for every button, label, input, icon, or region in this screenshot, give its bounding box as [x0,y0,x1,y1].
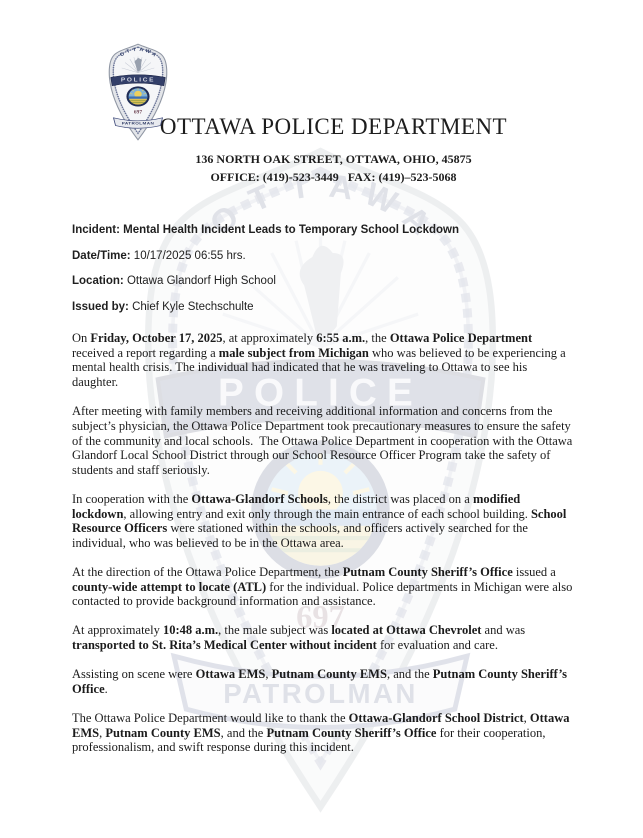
meta-value-issued-by: Chief Kyle Stechschulte [132,300,254,313]
text-run: , the male subject was [218,623,332,638]
paragraph [72,404,574,478]
department-contact: OFFICE: (419)-523-3449 FAX: (419)–523-5068 [210,170,457,184]
meta-value-location: Ottawa Glandorf High School [126,275,276,287]
paragraph [72,492,574,551]
text-run-bold: located at Ottawa Chevrolet [331,623,482,638]
paragraph [72,331,574,390]
text-run: were stationed within the schools, and officers actively searched for the individual, who was believed to be in the Ottawa area. [72,521,532,551]
text-run: , the [365,331,390,345]
text-run: Assisting on scene were [72,667,196,682]
paragraph [72,623,574,652]
text-run-bold: Putnam County Sheriff’s Office [266,725,437,740]
text-run-bold: Putnam County EMS [105,725,221,740]
text-run: At approximately [72,623,163,638]
text-run: , [265,667,272,682]
text-run-bold: Ottawa-Glandorf School District [348,710,524,725]
text-run: , at approximately [222,331,317,345]
incident-meta [72,224,587,326]
meta-value-incident: Mental Health Incident Leads to Temporary School Lockdown [123,224,460,236]
text-run: . [104,681,108,696]
text-run: The Ottawa Police Department would like to thank the [72,710,349,725]
meta-label-datetime: Date/Time: [72,249,131,262]
text-run-bold: transported to St. Rita’s Medical Center without incident [72,638,377,653]
meta-row-location [72,275,587,289]
text-run-bold: male subject from Michigan [218,345,369,360]
text-run-bold: Ottawa EMS [195,667,266,682]
text-run: and was [481,623,529,638]
department-name: OTTAWA POLICE DEPARTMENT [159,114,508,139]
text-run-bold: county-wide attempt to locate (ATL) [72,579,267,594]
department-address: 136 NORTH OAK STREET, OTTAWA, OHIO, 45875 [195,152,472,166]
text-run-bold: Putnam County Sheriff’s Office [342,565,513,580]
text-run-bold: Putnam County EMS [271,667,387,682]
text-run-bold: modified lockdown [72,491,524,521]
text-run: After meeting with family members and receiving additional information and concerns from the subject’s physician, the Ottawa Police Department took precautionary measures to ensure the safety of the community and local schools. The Ottawa Police Department in cooperation with the Ottawa Glandorf Local School District through our School Resource Officer Program take the safety of students and staff seriously. [72,404,576,477]
meta-label-incident: Incident: [72,224,120,236]
meta-label-issued-by: Issued by: [72,300,129,313]
text-run: On [72,331,91,345]
text-run: , and the [220,725,267,740]
text-run-bold: 6:55 a.m. [316,331,366,345]
text-run: In cooperation with the [72,491,192,506]
text-run-bold: Ottawa-Glandorf Schools [191,491,328,506]
text-run-bold: Ottawa EMS [72,710,573,740]
text-run-bold: 10:48 a.m. [162,623,219,638]
meta-row-incident [72,224,587,238]
text-run: for their cooperation, professionalism, and swift response during this incident. [72,725,549,755]
text-run-bold: Putnam County Sheriff’s Office [72,667,571,696]
paragraph [72,565,574,609]
text-run: , [99,725,106,740]
meta-value-datetime: 10/17/2025 06:55 hrs. [133,249,246,262]
text-run: , allowing entry and exit only through the main entrance of each school building. [123,506,531,521]
meta-row-datetime [72,250,587,264]
text-run: for the individual. Police departments in Michigan were also contacted to provide background information and assistance. [72,579,576,609]
meta-row-issued-by [72,301,587,315]
meta-label-location: Location: [72,275,124,287]
text-run: for evaluation and care. [376,638,498,653]
police-badge-logo [104,43,172,141]
paragraph [72,667,574,696]
text-run: , [523,710,530,725]
text-run-bold: Friday, October 17, 2025 [90,331,223,345]
paragraph [72,711,574,755]
text-run-bold: Ottawa Police Department [389,331,533,345]
text-run: , the district was placed on a [327,491,473,506]
text-run: At the direction of the Ottawa Police Department, the [72,565,343,580]
body [72,331,574,769]
text-run: received a report regarding a [72,331,536,360]
text-run: , and the [386,667,433,682]
text-run: issued a [512,565,559,580]
text-run: who was believed to be experiencing a mental health crisis. The individual had indicated that he was traveling to Ottawa to see his daughter. [72,345,569,390]
text-run-bold: School Resource Officers [72,506,570,536]
